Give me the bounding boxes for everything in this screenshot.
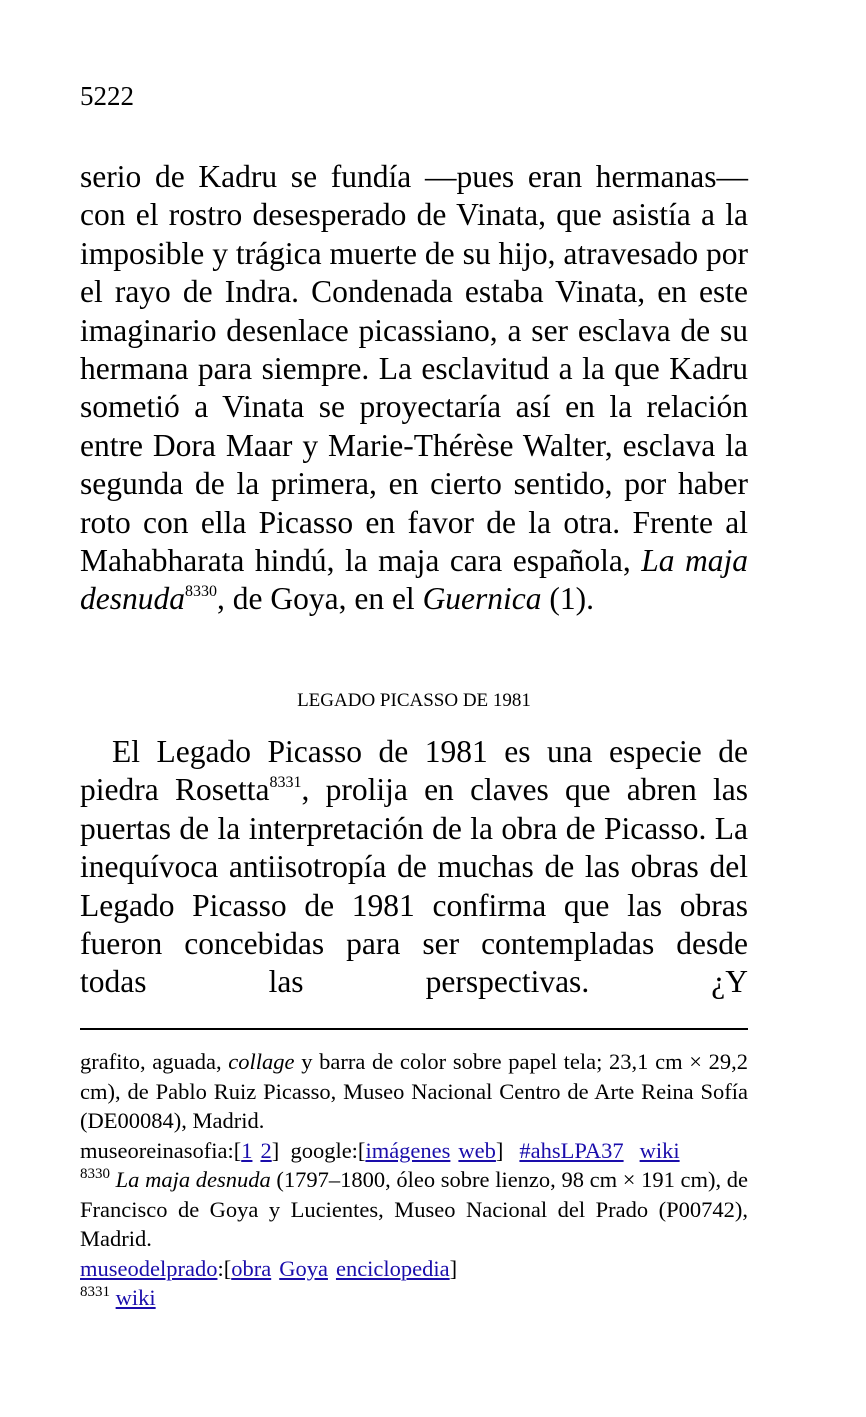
footnote-8330 [80, 1165, 748, 1254]
reinasofia-prefix: museoreinasofia:[ [80, 1137, 242, 1163]
section-heading: LEGADO PICASSO DE 1981 [297, 690, 531, 711]
prado-open: :[ [217, 1255, 232, 1281]
reinasofia-links-line [80, 1136, 748, 1166]
prado-enciclopedia-link[interactable]: enciclopedia [335, 1255, 450, 1281]
page-number: 5222 [80, 81, 134, 111]
para1-italic-guernica: Guernica [422, 581, 542, 617]
para1-text-c: (1). [541, 581, 595, 617]
footnote-continuation [80, 1047, 748, 1136]
para2-text-b: , prolija en claves que abren las puertas de la interpretación de la obra de Picasso. La inequívoca antiisotropía de muchas de las obras del Legado Picasso de 1981 confirma que las obras fueron concebidas para ser contempladas desde todas las perspectivas. ¿Y [80, 772, 748, 1000]
para1-text-b: , de Goya, en el [217, 581, 423, 617]
footnote-number-8330: 8330 [80, 1165, 110, 1182]
footnotes [80, 1047, 748, 1313]
prado-link[interactable]: museodelprado [80, 1255, 218, 1281]
prado-close: ] [449, 1255, 458, 1281]
prado-links-line [80, 1254, 748, 1284]
body-paragraph-1 [80, 158, 748, 619]
fn-8331-wiki-link[interactable]: wiki [115, 1285, 156, 1310]
hashtag-link[interactable]: #ahsLPA37 [519, 1137, 624, 1163]
fn-8330-text: (1797–1800, óleo sobre lienzo, 98 cm × 191 cm), de Francisco de Goya y Lucientes, Museo Nacional del Prado (P00742), Madrid. [80, 1167, 748, 1251]
google-web-link[interactable]: web [458, 1137, 496, 1163]
prado-goya-link[interactable]: Goya [279, 1255, 328, 1281]
fn-cont-text-a: grafito, aguada, [80, 1049, 229, 1074]
fn-cont-text-b: y barra de color sobre papel tela; 23,1 cm × 29,2 cm), de Pablo Ruiz Picasso, Museo Nacional Centro de Arte Reina Sofía (DE00084), Madrid. [80, 1049, 749, 1133]
footnote-ref-8330: 8330 [185, 582, 217, 600]
fn-cont-italic: collage [228, 1049, 295, 1074]
google-close: ] [495, 1137, 504, 1163]
para1-italic-title: La maja desnuda [80, 543, 748, 617]
footnote-ref-8331: 8331 [269, 773, 302, 791]
google-images-link[interactable]: imágenes [365, 1137, 451, 1163]
footnote-number-8331: 8331 [80, 1283, 110, 1300]
footnote-divider [80, 1028, 748, 1030]
fn-8330-italic: La maja desnuda [115, 1167, 271, 1192]
google-prefix: ] google:[ [271, 1137, 366, 1163]
body-paragraph-2 [80, 733, 748, 1002]
para1-text-a: serio de Kadru se fundía —pues eran hermanas— con el rostro desesperado de Vinata, que asistía a la imposible y trágica muerte de su hijo, atravesado por el rayo de Indra. Condenada estaba Vinata, en este imaginario desenlace picassiano, a ser esclava de su hermana para siempre. La esclavitud a la que Kadru sometió a Vinata se proyectaría así en la relación entre Dora Maar y Marie-Thérèse Walter, esclava la segunda de la primera, en cierto sentido, por haber roto con ella Picasso en favor de la otra. Frente al Mahabharata hindú, la maja cara española, [80, 159, 748, 579]
wiki-link[interactable]: wiki [639, 1137, 680, 1163]
prado-obra-link[interactable]: obra [231, 1255, 272, 1281]
reinasofia-link-2[interactable]: 2 [260, 1137, 272, 1163]
para2-text-a: El Legado Picasso de 1981 es una especie de piedra Rosetta [80, 734, 748, 808]
reinasofia-link-1[interactable]: 1 [241, 1137, 253, 1163]
footnote-8331 [80, 1283, 748, 1313]
